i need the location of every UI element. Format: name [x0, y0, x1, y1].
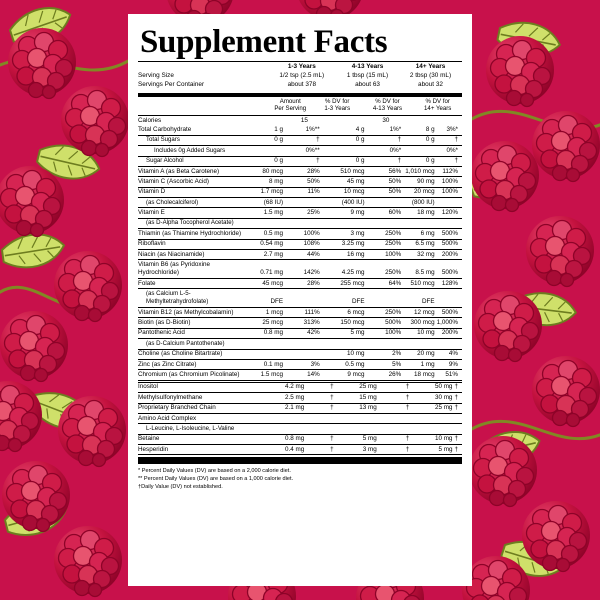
nutrient-name: Niacin (as Niacinamide)	[138, 250, 205, 258]
nutrient-dv-2: †	[405, 383, 410, 391]
nutrient-amount-3: 1,010 mcg	[405, 167, 435, 175]
nutrient-dv-2: 26%	[388, 370, 402, 378]
nutrient-amount-3: 8.5 mg	[415, 269, 435, 277]
nutrient-row	[138, 318, 462, 328]
nutrient-amount-3	[413, 424, 454, 434]
nutrient-row	[138, 125, 462, 135]
serving-size-label: Serving Size	[138, 71, 174, 79]
nutrient-amount-2: 6 mcg	[347, 308, 365, 316]
nutrient-name: Vitamin E	[138, 209, 165, 217]
nutrient-amount-3: 12 mcg	[413, 308, 435, 316]
nutrient-column-headers	[138, 97, 462, 115]
nutrient-amount-2: 45 mg	[347, 177, 365, 185]
nutrient-dv-2: †	[405, 393, 410, 401]
nutrient-row	[138, 383, 462, 393]
nutrient-dv-2: 250%	[385, 308, 402, 316]
nutrient-amount-1	[247, 116, 285, 125]
nutrient-amount-3: 10 mg	[434, 435, 453, 443]
nutrient-name: Folate	[138, 279, 156, 287]
nutrient-amount-1: 0.8 mg	[284, 435, 305, 443]
nutrient-name: Hesperidin	[138, 445, 169, 453]
dv-header-2: % DV for 4-13 Years	[372, 97, 403, 113]
nutrient-amount-2	[338, 414, 379, 424]
nutrient-dv-1: 14%	[307, 370, 320, 378]
nutrient-amount-3: 90 mg	[417, 177, 435, 185]
nutrient-dv-1	[285, 198, 324, 208]
nutrient-amount-3: 18 mg	[417, 209, 435, 217]
nutrient-dv-3: 9%	[448, 360, 458, 368]
nutrient-dv-1: 28%	[307, 167, 320, 175]
serving-size-2: 1 tbsp (15 mL)	[346, 71, 389, 79]
nutrient-row	[138, 240, 462, 250]
nutrient-dv-3	[437, 339, 462, 349]
nutrient-amount-3: 30 mg	[434, 393, 453, 401]
nutrient-name: Thiamin (as Thiamine Hydrochloride)	[138, 229, 242, 237]
nutrient-amount-2	[338, 424, 379, 434]
nutrient-row	[138, 167, 462, 177]
nutrient-amount-1: 2.7 mg	[263, 250, 284, 258]
nutrient-amount-2: 0 g	[355, 157, 365, 165]
age-header-row	[138, 62, 462, 71]
nutrient-name: Amino Acid Complex	[138, 414, 197, 422]
footnote-2: ** Percent Daily Values (DV) are based on a 1,000 calorie diet.	[138, 476, 294, 483]
nutrient-amount-2: 510 mcg	[340, 167, 365, 175]
footnote-3: †Daily Value (DV) not established.	[138, 484, 223, 491]
nutrient-dv-1: 0%**	[305, 146, 320, 154]
nutrient-amount-1	[265, 414, 306, 424]
nutrient-dv-1: 44%	[307, 250, 320, 258]
nutrient-dv-2: †	[397, 136, 402, 144]
nutrient-dv-1: 15	[300, 116, 308, 124]
servings-per-container-row	[138, 81, 462, 90]
nutrient-amount-2: 9 mg	[350, 209, 365, 217]
nutrient-dv-3: 100%	[441, 177, 458, 185]
nutrient-amount-2: 3 mg	[362, 445, 377, 453]
nutrient-dv-3: †	[454, 136, 458, 144]
nutrient-dv-3: 51%	[445, 370, 458, 378]
nutrient-amount-1: 1 g	[274, 125, 284, 133]
nutrient-row	[138, 445, 462, 455]
nutrient-amount-1: 1.5 mg	[263, 209, 284, 217]
age-header-2: 4-13 Years	[351, 62, 384, 70]
nutrient-dv-3	[437, 198, 462, 208]
nutrient-row	[138, 198, 462, 208]
nutrient-row	[138, 339, 462, 349]
nutrient-row	[138, 116, 462, 125]
nutrient-amount-2: (400 IU)	[341, 198, 365, 206]
nutrient-amount-1: DFE	[270, 298, 284, 306]
nutrient-table	[138, 116, 462, 381]
nutrient-amount-3: 30	[382, 116, 390, 124]
nutrient-dv-1: 25%	[307, 209, 320, 217]
nutrient-dv-1: †	[330, 383, 334, 391]
nutrient-name: Biotin (as D-Biotin)	[138, 318, 191, 326]
nutrient-amount-2: 0 g	[355, 136, 365, 144]
nutrient-name: (as Cholecalciferol)	[146, 198, 199, 206]
nutrient-row	[138, 279, 462, 289]
age-header-1: 1-3 Years	[287, 62, 316, 70]
nutrient-dv-2: 500%	[385, 318, 402, 326]
nutrient-row	[138, 208, 462, 218]
nutrient-dv-3: 112%	[442, 167, 458, 175]
nutrient-dv-1	[285, 339, 324, 349]
nutrient-amount-1: 1 mcg	[265, 308, 284, 316]
nutrient-dv-1: 100%	[303, 229, 320, 237]
nutrient-dv-2: †	[397, 157, 402, 165]
nutrient-dv-1: 142%	[303, 269, 320, 277]
nutrient-dv-3	[454, 424, 462, 434]
nutrient-row	[138, 136, 462, 146]
nutrient-amount-2: 3.25 mg	[341, 240, 365, 248]
nutrient-dv-2: 250%	[385, 240, 402, 248]
nutrient-amount-2: 3 mg	[350, 229, 365, 237]
nutrient-amount-2: 9 mcg	[347, 370, 365, 378]
nutrient-dv-3: 200%	[441, 329, 458, 337]
nutrient-dv-3: 200%	[441, 250, 458, 258]
servings-1: about 378	[287, 81, 317, 89]
nutrient-row	[138, 260, 462, 278]
nutrient-name: Betaine	[138, 435, 160, 443]
nutrient-dv-2: 56%	[388, 167, 402, 175]
nutrient-amount-2	[324, 339, 367, 349]
nutrient-amount-2: 25 mg	[359, 383, 377, 391]
nutrient-amount-3: 6 mg	[420, 229, 435, 237]
nutrient-amount-1: 0.54 mg	[260, 240, 284, 248]
nutrient-amount-3: 18 mcg	[413, 370, 435, 378]
nutrient-amount-3: DFE	[421, 298, 435, 306]
nutrient-amount-1: 25 mcg	[262, 318, 284, 326]
nutrient-dv-1: 3%	[310, 360, 320, 368]
nutrient-amount-1: 0.5 mg	[263, 229, 284, 237]
row-divider	[138, 455, 462, 456]
nutrient-name: Vitamin B12 (as Methylcobalamin)	[138, 308, 234, 316]
nutrient-amount-3	[405, 219, 436, 229]
nutrient-amount-3: 32 mg	[417, 250, 435, 258]
nutrient-dv-3: 500%	[441, 269, 458, 277]
nutrient-dv-2: †	[405, 404, 410, 412]
nutrient-amount-3: (800 IU)	[411, 198, 435, 206]
nutrient-dv-2	[367, 339, 406, 349]
nutrient-dv-3: †	[454, 404, 458, 412]
age-header-3: 14+ Years	[415, 62, 446, 70]
nutrient-dv-2: 100%	[385, 329, 402, 337]
nutrient-dv-3: 1,000%	[436, 318, 458, 326]
nutrient-name: Vitamin B6 (as Pyridoxine Hydrochloride)	[138, 261, 210, 277]
nutrient-dv-2: †	[405, 445, 410, 453]
nutrient-amount-1: 4.2 mg	[284, 383, 305, 391]
nutrient-name: Zinc (as Zinc Citrate)	[138, 360, 197, 368]
nutrient-dv-3: †	[454, 393, 458, 401]
nutrient-dv-2: 250%	[385, 269, 402, 277]
nutrient-amount-1: 0.1 mg	[263, 360, 284, 368]
nutrient-name: Includes 0g Added Sugars	[154, 146, 226, 154]
nutrient-dv-1: †	[330, 393, 334, 401]
servings-3: about 32	[418, 81, 443, 89]
nutrient-dv-3: 3%*	[446, 125, 458, 133]
dv-header-3: % DV for 14+ Years	[424, 97, 452, 113]
nutrient-amount-1	[247, 350, 285, 360]
nutrient-row	[138, 424, 462, 434]
nutrient-amount-2: 10 mg	[347, 350, 365, 358]
nutrient-amount-2: 255 mcg	[340, 279, 365, 287]
nutrient-amount-1	[247, 339, 285, 349]
nutrient-dv-1: 28%	[307, 279, 320, 287]
nutrient-dv-1: 313%	[303, 318, 320, 326]
nutrient-dv-3: †	[454, 383, 458, 391]
nutrient-dv-3: †	[454, 435, 458, 443]
nutrient-name: Vitamin A (as Beta Carotene)	[138, 167, 220, 175]
nutrient-name: Vitamin D	[138, 188, 166, 196]
nutrient-dv-2: 64%	[388, 279, 402, 287]
nutrient-amount-2: 0.5 mg	[345, 360, 365, 368]
nutrient-amount-3: 20 mg	[417, 350, 435, 358]
nutrient-amount-3: 5 mg	[438, 445, 453, 453]
nutrient-amount-1: 0.71 mg	[260, 269, 284, 277]
nutrient-row	[138, 229, 462, 239]
nutrient-amount-1: 1.5 mcg	[260, 370, 284, 378]
nutrient-name: (as D-Alpha Tocopherol Acetate)	[146, 219, 234, 227]
nutrient-amount-1: 2.5 mg	[284, 393, 305, 401]
nutrient-amount-3: 8 g	[425, 125, 435, 133]
nutrient-row	[138, 308, 462, 318]
nutrient-dv-1	[306, 414, 337, 424]
nutrient-amount-1: 0 g	[274, 136, 284, 144]
nutrient-name: Methylsulfonylmethane	[138, 393, 203, 401]
nutrient-dv-1: †	[316, 157, 320, 165]
nutrient-dv-2	[379, 424, 413, 434]
nutrient-amount-1: 0.4 mg	[284, 445, 305, 453]
nutrient-dv-2: 60%	[388, 209, 402, 217]
nutrient-amount-1: 1.7 mcg	[260, 188, 284, 196]
nutrient-amount-2: 13 mg	[359, 404, 377, 412]
nutrient-row	[138, 289, 462, 307]
nutrient-row	[138, 360, 462, 370]
nutrient-amount-3: 0 g	[425, 157, 435, 165]
nutrient-dv-1	[306, 424, 337, 434]
nutrient-dv-2	[367, 219, 406, 229]
nutrient-amount-1: 8 mg	[269, 177, 284, 185]
nutrient-dv-1: 111%	[304, 308, 320, 316]
serving-size-1: 1/2 tsp (2.5 mL)	[279, 71, 325, 79]
nutrient-dv-3: 120%	[441, 209, 458, 217]
nutrient-amount-3: 50 mg	[434, 383, 453, 391]
nutrient-name: Chromium (as Chromium Picolinate)	[138, 370, 240, 378]
nutrient-amount-3: 300 mcg	[410, 318, 435, 326]
nutrient-row	[138, 404, 462, 414]
nutrient-name: Vitamin C (Ascorbic Acid)	[138, 177, 209, 185]
nutrient-dv-2: 250%	[385, 229, 402, 237]
servings-per-container-label: Servings Per Container	[138, 81, 205, 89]
nutrient-name: Pantothenic Acid	[138, 329, 185, 337]
nutrient-amount-2	[324, 146, 367, 156]
other-ingredients: Other Ingredients: Purified Water, Vegetable Glycerin, Natural Flavors, Xanthan Gum, Evaporated Sea Water, Cranberry Fruit Powder, Organic Aloe Vera Inner Leaf Extract, and Organic Noni Fruit Powder.	[148, 561, 452, 588]
nutrient-row	[138, 250, 462, 260]
amount-header: Amount Per Serving	[274, 97, 307, 113]
page-title: Supplement Facts	[140, 24, 388, 60]
nutrient-name: Sugar Alcohol	[146, 157, 184, 165]
nutrient-dv-2: 2%	[392, 350, 402, 358]
nutrient-dv-2: 5%	[392, 360, 402, 368]
nutrient-dv-1: †	[330, 404, 334, 412]
servings-2: about 63	[355, 81, 380, 89]
nutrient-table-secondary	[138, 383, 462, 456]
nutrient-dv-1: 42%	[307, 329, 320, 337]
nutrient-amount-2: 4.25 mg	[341, 269, 365, 277]
nutrient-dv-1: 50%	[307, 177, 320, 185]
nutrient-amount-3: 20 mcg	[413, 188, 435, 196]
nutrient-dv-3: 128%	[441, 279, 458, 287]
nutrient-dv-1: †	[330, 435, 334, 443]
nutrient-dv-1: 108%	[303, 240, 320, 248]
nutrient-row	[138, 177, 462, 187]
nutrient-amount-3: 0 g	[425, 136, 435, 144]
nutrient-amount-1: 0.8 mg	[263, 329, 284, 337]
nutrient-amount-1: 80 mcg	[262, 167, 284, 175]
nutrient-amount-3: 10 mg	[417, 329, 435, 337]
nutrient-amount-1	[247, 219, 285, 229]
dv-header-1: % DV for 1-3 Years	[324, 97, 351, 113]
nutrient-amount-2: DFE	[351, 298, 365, 306]
footnote-1: * Percent Daily Values (DV) are based on a 2,000 calorie diet.	[138, 468, 291, 475]
nutrient-name: (as D-Calcium Pantothenate)	[146, 339, 225, 347]
nutrient-dv-1: †	[330, 445, 334, 453]
nutrient-name: Riboflavin	[138, 240, 166, 248]
nutrient-name: Choline (as Choline Bitartrate)	[138, 350, 223, 358]
nutrient-row	[138, 329, 462, 339]
nutrient-amount-2: 5 mg	[362, 435, 377, 443]
nutrient-dv-1	[285, 289, 324, 307]
nutrient-dv-3: 500%	[441, 308, 458, 316]
nutrient-amount-1: 2.1 mg	[284, 404, 305, 412]
nutrient-dv-3: 0%*	[446, 146, 458, 154]
supplement-facts-panel	[128, 14, 472, 586]
nutrient-dv-3: 500%	[441, 229, 458, 237]
nutrient-row	[138, 350, 462, 360]
nutrient-name: Total Sugars	[146, 136, 180, 144]
nutrient-amount-3	[405, 146, 436, 156]
nutrient-dv-2	[379, 414, 413, 424]
nutrient-dv-1	[285, 350, 324, 360]
nutrient-amount-2: 15 mg	[359, 393, 377, 401]
nutrient-amount-2	[324, 116, 367, 125]
serving-size-3: 2 tbsp (30 mL)	[409, 71, 452, 79]
nutrient-row	[138, 370, 462, 380]
nutrient-amount-1: (68 IU)	[263, 198, 284, 206]
nutrient-dv-1: 1%**	[305, 125, 320, 133]
nutrient-dv-2: †	[405, 435, 410, 443]
nutrient-row	[138, 219, 462, 229]
nutrient-dv-3: †	[454, 157, 458, 165]
nutrient-dv-1	[285, 219, 324, 229]
nutrient-amount-2: 4 g	[355, 125, 365, 133]
nutrient-row	[138, 393, 462, 403]
row-divider	[138, 380, 462, 381]
nutrient-row	[138, 188, 462, 198]
nutrient-dv-3: 500%	[441, 240, 458, 248]
nutrient-dv-1: 11%	[307, 188, 320, 196]
nutrient-name: L-Leucine, L-Isoleucine, L-Valine	[146, 424, 235, 432]
nutrient-dv-1: †	[316, 136, 320, 144]
nutrient-amount-2: 5 mg	[350, 329, 365, 337]
nutrient-amount-2: 10 mcg	[343, 188, 365, 196]
nutrient-row	[138, 414, 462, 424]
nutrient-name: (as Calcium L-5-Methyltetrahydrofolate)	[146, 290, 209, 306]
nutrient-dv-3: 100%	[441, 188, 458, 196]
serving-info-table	[138, 62, 462, 90]
nutrient-amount-2: 16 mg	[347, 250, 365, 258]
nutrient-amount-3: 1 mg	[420, 360, 435, 368]
nutrient-dv-2: 50%	[388, 177, 402, 185]
nutrient-dv-3: 4%	[448, 350, 458, 358]
nutrient-amount-3	[413, 414, 454, 424]
nutrient-dv-2: 1%*	[389, 125, 402, 133]
nutrient-amount-2	[324, 219, 367, 229]
nutrient-amount-3: 25 mg	[434, 404, 453, 412]
nutrient-amount-1	[265, 424, 306, 434]
nutrient-dv-2: 0%*	[389, 146, 402, 154]
nutrient-row	[138, 435, 462, 445]
footnotes	[138, 464, 462, 491]
nutrient-name: Calories	[138, 116, 162, 124]
nutrient-dv-3	[437, 219, 462, 229]
nutrient-dv-2: 100%	[385, 250, 402, 258]
serving-size-row	[138, 71, 462, 80]
nutrient-amount-2: 150 mcg	[340, 318, 365, 326]
nutrient-amount-1: 0 g	[274, 157, 284, 165]
nutrient-dv-2: 50%	[388, 188, 402, 196]
nutrient-dv-3	[454, 414, 462, 424]
nutrient-dv-2	[367, 289, 406, 307]
nutrient-row	[138, 146, 462, 156]
nutrient-amount-3: 510 mcg	[410, 279, 435, 287]
nutrient-dv-2	[367, 198, 406, 208]
nutrient-amount-3: 6.5 mg	[415, 240, 435, 248]
nutrient-row	[138, 157, 462, 167]
nutrient-name: Inositol	[138, 383, 158, 391]
nutrient-amount-1: 45 mcg	[262, 279, 284, 287]
nutrient-amount-3	[405, 339, 436, 349]
nutrient-amount-1	[247, 146, 285, 156]
nutrient-dv-3	[437, 289, 462, 307]
nutrient-name: Total Carbohydrate	[138, 125, 192, 133]
nutrient-dv-3: †	[454, 445, 458, 453]
nutrient-name: Proprietary Branched Chain	[138, 404, 216, 412]
